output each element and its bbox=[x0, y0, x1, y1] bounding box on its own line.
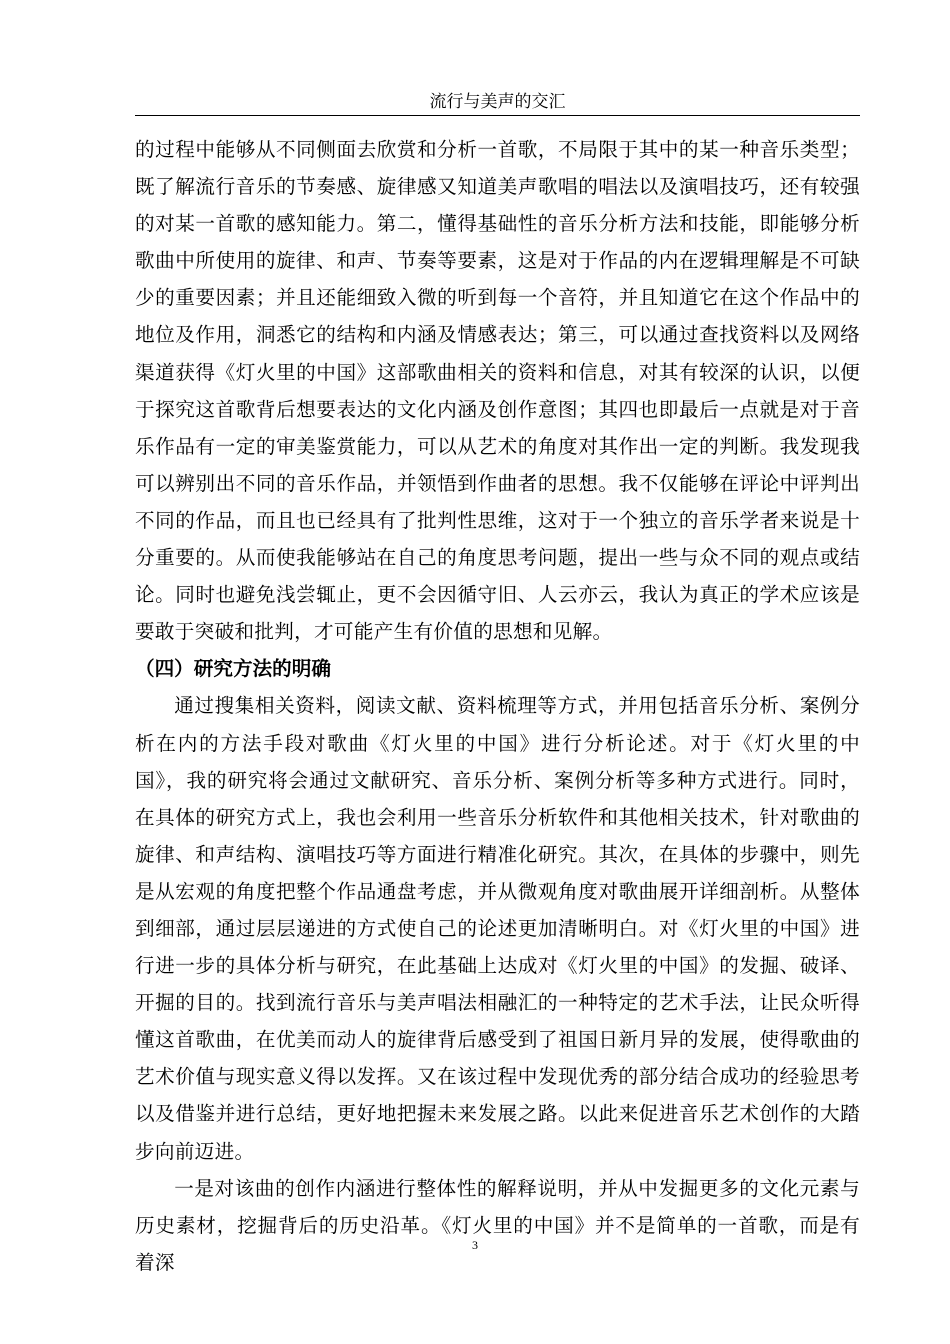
paragraph-research-methods: 通过搜集相关资料，阅读文献、资料梳理等方式，并用包括音乐分析、案例分析在内的方法手段对歌曲《灯火里的中国》进行分析论述。对于《灯火里的中国》，我的研究将会通过文献研究、音乐分析、案例分析等多种方式进行。同时，在具体的研究方式上，我也会利用一些音乐分析软件和其他相关技术，针对歌曲的旋律、和声结构、演唱技巧等方面进行精准化研究。其次，在具体的步骤中，则先是从宏观的角度把整个作品通盘考虑，并从微观角度对歌曲展开详细剖析。从整体到细部，通过层层递进的方式使自己的论述更加清晰明白。对《灯火里的中国》进行进一步的具体分析与研究，在此基础上达成对《灯火里的中国》的发掘、破译、开掘的目的。找到流行音乐与美声唱法相融汇的一种特定的艺术手法，让民众听得懂这首歌曲，在优美而动人的旋律背后感受到了祖国日新月异的发展，使得歌曲的艺术价值与现实意义得以发挥。又在该过程中发现优秀的部分结合成功的经验思考以及借鉴并进行总结，更好地把握未来发展之路。以此来促进音乐艺术创作的大踏步向前迈进。 bbox=[135, 694, 860, 1163]
header-rule bbox=[135, 115, 860, 116]
running-header: 流行与美声的交汇 bbox=[429, 92, 566, 112]
paragraph-continuation: 的过程中能够从不同侧面去欣赏和分析一首歌，不局限于其中的某一种音乐类型；既了解流行音乐的节奏感、旋律感又知道美声歌唱的唱法以及演唱技巧，还有较强的对某一首歌的感知能力。第二，懂得基础性的音乐分析方法和技能，即能够分析歌曲中所使用的旋律、和声、节奏等要素，这是对于作品的内在逻辑理解是不可缺少的重要因素；并且还能细致入微的听到每一个音符，并且知道它在这个作品中的地位及作用，洞悉它的结构和内涵及情感表达；第三，可以通过查找资料以及网络渠道获得《灯火里的中国》这部歌曲相关的资料和信息，对其有较深的认识，以便于探究这首歌背后想要表达的文化内涵及创作意图；其四也即最后一点就是对于音乐作品有一定的审美鉴赏能力，可以从艺术的角度对其作出一定的判断。我发现我可以辨别出不同的音乐作品，并领悟到作曲者的思想。我不仅能够在评论中评判出不同的作品，而且也已经具有了批判性思维，这对于一个独立的音乐学者来说是十分重要的。从而使我能够站在自己的角度思考问题，提出一些与众不同的观点或结论。同时也避免浅尝辄止，更不会因循守旧、人云亦云，我认为真正的学术应该是要敢于突破和批判，才可能产生有价值的思想和见解。 bbox=[135, 138, 860, 644]
paragraph-first-point: 一是对该曲的创作内涵进行整体性的解释说明，并从中发掘更多的文化元素与历史素材，挖掘背后的历史沿革。《灯火里的中国》并不是简单的一首歌，而是有着深 bbox=[135, 1176, 860, 1274]
page-number: 3 bbox=[472, 1238, 478, 1252]
section-heading: （四）研究方法的明确 bbox=[135, 657, 331, 681]
body-text bbox=[135, 131, 860, 1281]
